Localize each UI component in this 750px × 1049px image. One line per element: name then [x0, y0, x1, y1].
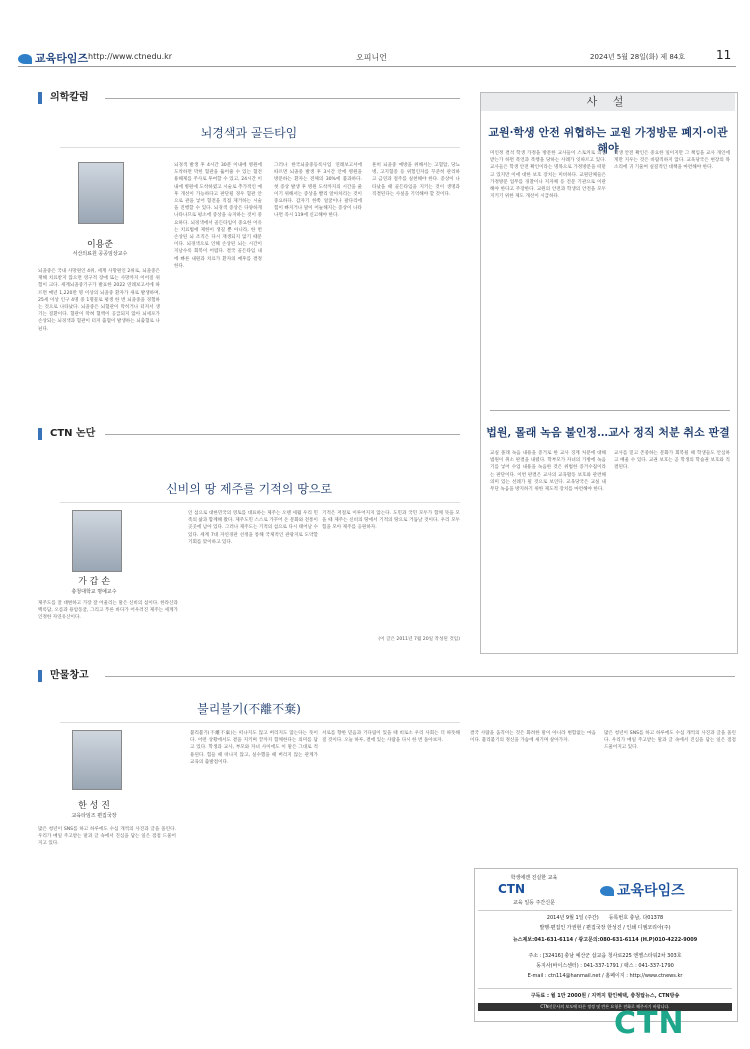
impressum-subline: 교육 일등 주간신문	[513, 900, 555, 906]
section-label-medical: 의학칼럼	[38, 92, 89, 104]
impressum-notice: CTN신문사의 보도에 따른 정정 및 반론 요청은 전화로 해주시기 바랍니다.	[478, 1003, 732, 1011]
article-note: (이 글은 2011년 7월 20일 작성된 것임)	[378, 637, 460, 642]
article-body-col: 흔히 뇌졸중 예방을 위해서는 고혈압, 당뇨병, 고지혈증 등 위험인자를 꾸준히 관리하고 금연과 절주를 실천해야 한다. 증상이 나타났을 때 골든타임을 지키는 것이 생명과 직결된다는 사실을 기억해야 할 것이다.	[372, 163, 460, 197]
header-section: 오피니언	[356, 53, 387, 62]
article-body-col: 기적은 저절로 이루어지지 않는다. 도민과 국민 모두가 함께 뜻을 모을 때 제주는 신비의 땅에서 기적의 땅으로 거듭날 것이다. 우리 모두 힘을 모아 제주를 응원하자.	[322, 511, 460, 531]
impressum-people: 발행·편집인 가권현 / 편집국장 한성진 / 인쇄 디엠코리아(주)	[539, 925, 671, 931]
editorial-body-col: 미인정 결석 학생 가정을 방문한 교사들이 스토커로 의심받는가 하면 폭언과 폭행을 당하는 사례가 잇따르고 있다. 교사들은 학생 안전 확인이라는 명목으로 가정방문을 떠맡고 있지만 이에 대한 보호 장치는 미비하다. 교원단체들은 가정방문 업무를 경찰이나 지자체 등 전문 기관으로 이관해야 한다고 주장한다. 교원의 안전과 학생의 안전을 모두 지키기 위한 제도 개선이 시급하다.	[490, 151, 606, 200]
author-title: 충청대학교 명예교수	[71, 589, 117, 595]
article-title: 뇌경색과 골든타임	[200, 126, 298, 140]
editorial-body-col: 학생 안전 확인은 중요한 일이지만 그 책임을 교사 개인에게만 지우는 것은 바람직하지 않다. 교육당국은 현장의 목소리에 귀 기울여 실질적인 대책을 마련해야 한다.	[614, 151, 730, 171]
article-body-col: 제주도를 잘 대변하고 가장 잘 어울리는 말은 신비의 섬이다. 한라산과 백록담, 오름과 용암동굴, 그리고 푸른 바다가 어우러진 제주는 세계가 인정한 자연유산이다.	[38, 601, 178, 621]
page-number: 11	[716, 48, 732, 62]
section-label-forum: CTN 논단	[38, 428, 95, 440]
footer-logo: CTN	[614, 1006, 685, 1041]
title-rule	[60, 502, 460, 503]
author-name: 이용준	[86, 240, 114, 250]
editorial-body-col: 교사를 믿고 존중하는 문화가 회복될 때 학생들도 안심하고 배울 수 있다. 교권 보호는 곧 학생의 학습권 보호와 직결된다.	[614, 451, 730, 471]
section-rule	[105, 434, 460, 435]
impressum-logo: 교육타임즈	[600, 880, 685, 900]
impressum-date-row: 2014년 9월 1일 (주간) 등록번호 충남, 다01378	[478, 910, 732, 921]
editorial-title: 법원, 몰래 녹음 불인정…교사 정직 처분 취소 판결	[486, 426, 730, 439]
editorial-head: 사 설	[481, 93, 735, 111]
impressum-email[interactable]: E-mail : ctn114@hanmail.net / 홈페이지 : http://www.ctnews.kr	[527, 973, 683, 979]
masthead-logo: 교육타임즈	[18, 50, 88, 66]
impressum-tagline: 학생에겐 진실한 교육	[510, 875, 558, 881]
article-body-col: 서로를 향한 믿음과 기다림이 있을 때 비로소 우리 사회는 더 따뜻해질 것이다. 오늘 하루, 곁에 있는 사람을 다시 한 번 돌아보자.	[322, 731, 460, 744]
title-rule	[60, 147, 460, 148]
article-title: 신비의 땅 제주를 기적의 땅으로	[166, 482, 332, 496]
author-name: 한 성 진	[78, 801, 110, 811]
author-title: 서산의료원 공공임상교수	[72, 251, 128, 257]
author-name: 가 갑 손	[78, 577, 110, 587]
article-body-col: 많은 청년이 SNS를 하고 하루에도 수십 개씩의 사진과 글을 올린다. 우리가 매일 주고받는 말과 글 속에서 진심을 담는 일은 점점 드물어지고 있다.	[38, 827, 176, 847]
article-body-col: 불리불기(不離不棄)는 떠나지도 않고 버리지도 않는다는 뜻이다. 어떤 상황에서도 곁을 지키며 끝까지 함께한다는 의미를 담고 있다. 학생과 교사, 부모와 자녀 사이에도 이 말은 그대로 적용된다. 힘들 때 떠나지 않고, 실수했을 때 버리지 않는 관계가 교육의 출발점이다.	[190, 731, 318, 765]
editorial-divider	[490, 410, 730, 411]
logo-icon	[600, 886, 614, 896]
section-rule	[105, 98, 460, 99]
section-label-storehouse: 만물창고	[38, 670, 89, 682]
header-url[interactable]: http://www.ctnedu.kr	[88, 52, 173, 61]
header-date: 2024년 5월 28일(화) 제 84호	[590, 53, 686, 61]
article-body-col: 인 섬으로 대한민국의 영토를 대표하는 제주는 오랜 세월 우리 민족의 삶과 함께해 왔다. 제주도민 스스로 가꾸어 온 문화와 전통이 곳곳에 남아 있다. 그러나 제주도는 기적의 섬으로 다시 태어날 수 있다. 세계 7대 자연경관 선정을 통해 국제적인 관광지로 도약할 기회를 맞이하고 있다.	[188, 511, 318, 545]
editorial-body-col: 교실 몰래 녹음 내용을 증거로 한 교사 징계 처분에 대해 법원이 취소 판결을 내렸다. 학부모가 자녀의 가방에 녹음기를 넣어 수업 내용을 녹음한 것은 위법한 증거수집이라는 판단이다. 이번 판결은 교사의 교육활동 보호와 관련해 의미 있는 선례가 될 것으로 보인다. 교육당국은 교실 내 무단 녹음을 방지하기 위한 제도적 장치를 마련해야 한다.	[490, 451, 606, 493]
article-body-col: 결국 사람을 움직이는 것은 화려한 말이 아니라 변함없는 마음이다. 불리불기의 정신을 가슴에 새기며 살아가자.	[470, 731, 596, 744]
article-body-col: 그러나 한국뇌졸중등록사업 연례보고서에 따르면 뇌졸중 발생 후 3시간 안에 병원을 방문하는 환자는 전체의 30%에 불과하다. 첫 증상 발생 후 병원 도착까지의 시간을 줄이기 위해서는 증상을 빨리 알아차리는 것이 중요하다. 갑자기 한쪽 얼굴이나 팔다리에 힘이 빠지거나 말이 어눌해지는 증상이 나타나면 즉시 119에 신고해야 한다.	[274, 163, 362, 219]
article-body-col: 많은 청년이 SNS를 하고 하루에도 수십 개씩의 사진과 글을 올린다. 우리가 매일 주고받는 말과 글 속에서 진심을 담는 일은 점점 드물어지고 있다.	[604, 731, 736, 751]
author-photo	[72, 510, 122, 572]
title-rule	[60, 722, 460, 723]
article-body-col: 뇌졸중은 국내 사망원인 4위, 세계 사망원인 2위로, 뇌졸중은 재해 치료받지 않으면 영구적 장애 또는 사망까지 이어질 위험이 크다. 세계뇌졸중기구가 발표한 2022 연례보고서에 따르면 매년 1,220만 명 이상의 뇌졸중 환자가 새로 발생하며, 25세 이상 인구 4명 중 1명꼴로 평생 한 번 뇌졸중을 경험하는 것으로 나타났다. 뇌졸중은 뇌혈관이 막히거나 터져서 생기는 질환이다. 혈관이 막혀 혈액이 공급되지 않아 뇌세포가 손상되는 뇌경색과 혈관이 터져 출혈이 발생하는 뇌출혈로 나뉜다.	[38, 269, 160, 332]
impressum-phones: 뉴스제보:041-631-6114 / 광고문의:080-631-6114 (H.P)010-4222-9009	[512, 937, 698, 943]
header-divider	[18, 66, 736, 67]
editorial-title: 교원·학생 안전 위협하는 교원 가정방문 폐지·이관해야	[488, 126, 728, 155]
article-title: 불리불기(不離不棄)	[197, 702, 301, 716]
impressum-branch: 동지사(바이스센터) : 041-337-1791 / 팩스 : 041-337-1790	[536, 963, 674, 969]
impressum-address: 주소 : [32416] 충남 예산군 삽교읍 청사로225 엔젤스타워2차 303호	[528, 953, 682, 959]
logo-icon	[18, 54, 32, 64]
impressum-subscription: 구독료 : 월 1만 2000원 / 지역지 할인혜택, 충청탑뉴스, CTN방송	[478, 988, 732, 999]
author-photo	[78, 162, 124, 224]
author-photo	[72, 730, 122, 790]
article-body-col: 뇌경색 발생 후 4시간 30분 이내에 병원에 도착하면 막힌 혈관을 뚫어줄 수 있는 혈전용해제를 주사로 투여할 수 있고, 24시간 이내에 병원에 도착하였고 시술로 추가적인 예후 개선이 가능하다고 판단될 경우 혈관 안으로 관을 넣어 혈전을 직접 제거하는 시술을 진행할 수 있다. 뇌경색 증상은 다양하게 나타나므로 평소에 증상을 숙지하는 것이 중요하다. 뇌경색에서 골든타임이 중요한 이유는 치료법에 제한이 생길 뿐 아니라, 한 번 손상된 뇌 조직은 다시 재생되지 않기 때문이다. 뇌경색으로 인해 손상된 뇌는 시간이 지날수록 회복이 어렵다. 결국 골든타임 내에 빠른 내원과 치료가 환자의 예후를 결정한다.	[174, 163, 262, 269]
author-title: 교육타임즈 편집국장	[71, 813, 117, 819]
section-rule	[105, 676, 735, 677]
impressum-ctn-mark: CTN	[498, 882, 526, 896]
